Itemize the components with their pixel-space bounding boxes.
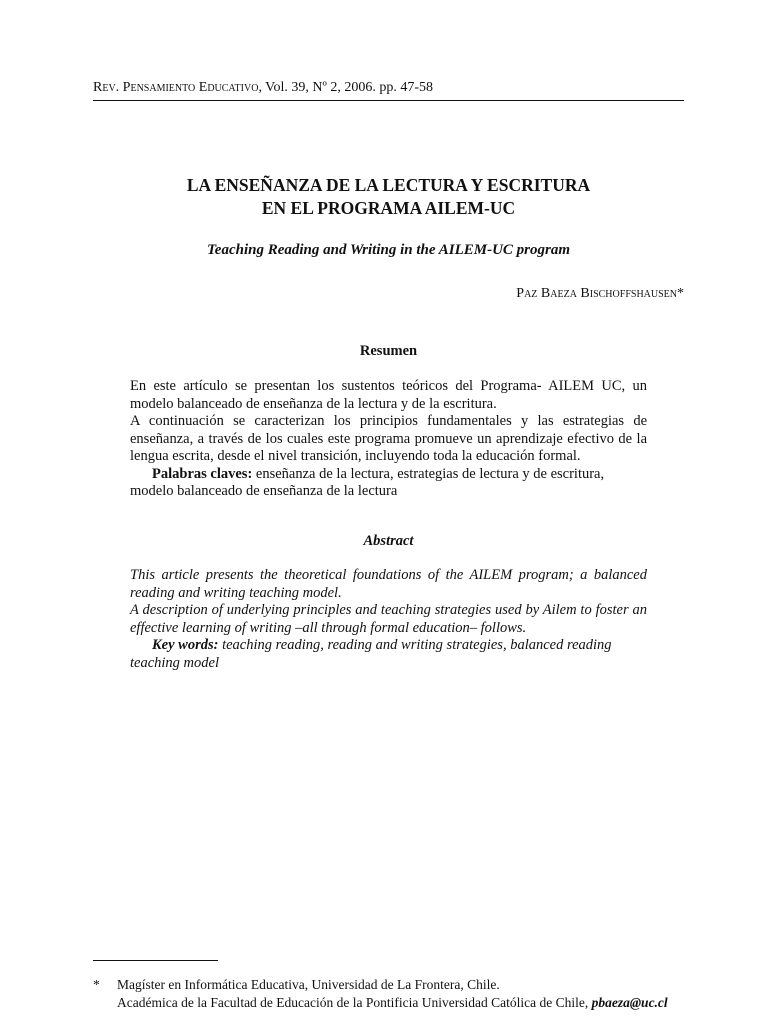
article-title [93,174,684,220]
resumen-keywords-text: enseñanza de la lectura, estrategias de lectura y de escritura, modelo balanceado de enseñanza de la lectura [130,465,605,499]
journal-details: , Vol. 39, Nº 2, 2006. pp. 47-58 [258,80,433,95]
resumen-keywords-label: Palabras claves: [152,465,253,482]
author-name: Paz Baeza Bischoffshausen* [516,286,684,301]
abstract-heading: Abstract [363,533,414,549]
header-rule [93,100,684,101]
abstract-paragraph-2: A description of underlying principles and teaching strategies used by Ailem to foster an effective learning of writing –all through formal education– follows. [130,602,647,636]
abstract-keywords [130,637,647,672]
footnote-rule [93,960,218,961]
abstract-keywords-label: Key words: [152,637,219,653]
abstract-keywords-text: teaching reading, reading and writing strategies, balanced reading teaching model [130,637,612,671]
resumen-paragraph-2: A continuación se caracterizan los principios fundamentales y las estrategias de enseñanza, a través de los cuales este programa promueve un aprendizaje efectivo de la lengua escrita, desde el nivel transición, incluyendo toda la educación formal. [130,413,647,464]
footnote [93,976,693,1012]
footnote-affiliation-2: Académica de la Facultad de Educación de la Pontificia Universidad Católica de Chile, [117,995,592,1010]
title-line-1: LA ENSEÑANZA DE LA LECTURA Y ESCRITURA [186,175,591,195]
journal-name: Rev. Pensamiento Educativo [93,80,259,95]
footnote-line-2 [93,994,693,1012]
resumen-heading: Resumen [359,343,418,359]
title-line-2: EN EL PROGRAMA AILEM-UC [261,198,516,218]
footnote-line-1 [93,976,693,994]
running-head [93,80,433,96]
author-email[interactable]: pbaeza@uc.cl [591,995,668,1010]
abstract-body [130,567,647,672]
resumen-keywords [130,466,647,501]
resumen-body [130,378,647,501]
footnote-marker: * [93,977,100,992]
abstract-paragraph-1: This article presents the theoretical foundations of the AILEM program; a balanced reading and writing teaching model. [130,567,647,601]
article-subtitle: Teaching Reading and Writing in the AILEM-UC program [207,242,570,258]
footnote-affiliation-1: Magíster en Informática Educativa, Universidad de La Frontera, Chile. [117,977,500,992]
resumen-paragraph-1: En este artículo se presentan los sustentos teóricos del Programa- AILEM UC, un modelo balanceado de enseñanza de la lectura y de la escritura. [130,378,647,412]
